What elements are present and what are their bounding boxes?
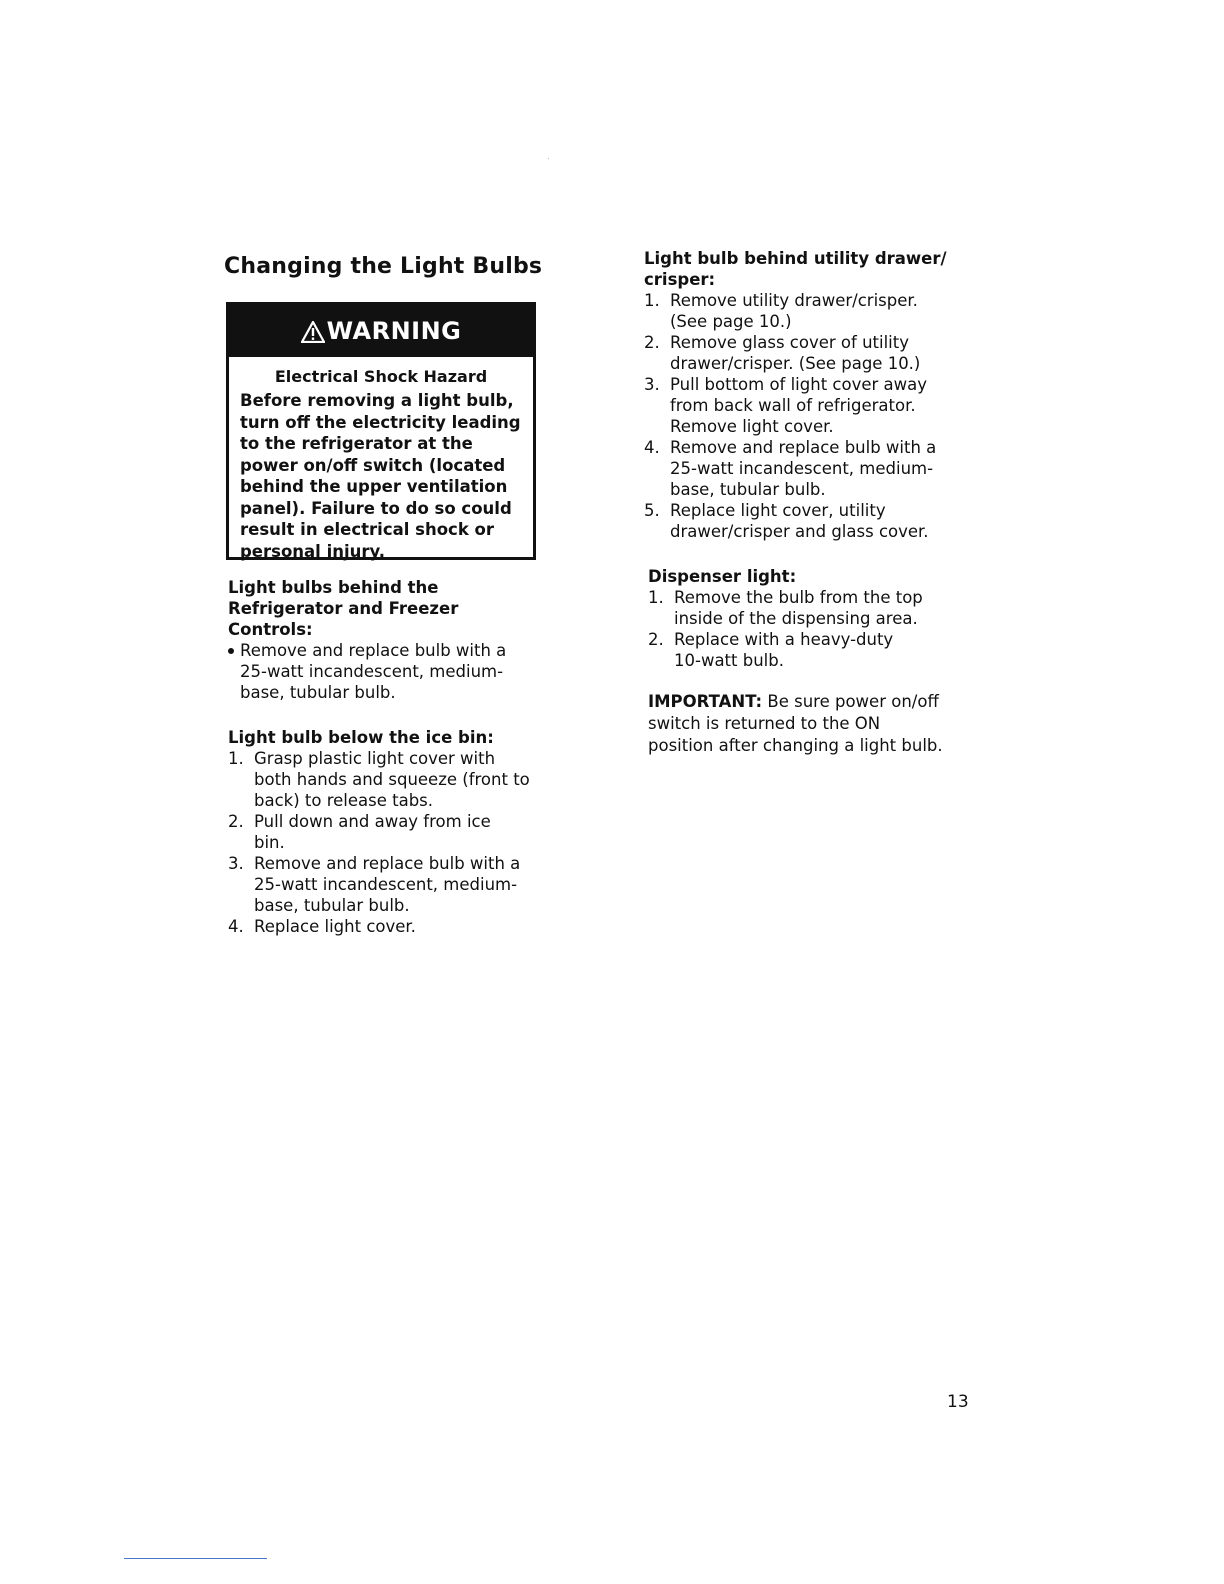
list-item: 1. Remove the bulb from the top inside of the dispensing area. bbox=[648, 588, 923, 628]
list-item: 5. Replace light cover, utility drawer/crisper and glass cover. bbox=[644, 501, 929, 541]
list-item: Remove and replace bulb with a 25-watt incandescent, medium- base, tubular bulb. bbox=[228, 640, 558, 703]
bullet-dot bbox=[228, 648, 234, 654]
controls-section bbox=[228, 577, 558, 703]
important-note: IMPORTANT: Be sure power on/off switch is returned to the ON position after changing a light bulb. bbox=[648, 692, 943, 755]
drawer-section bbox=[644, 248, 984, 542]
controls-list bbox=[228, 640, 558, 703]
drawer-list bbox=[644, 290, 984, 542]
warning-box bbox=[226, 302, 536, 560]
dispenser-section bbox=[648, 566, 988, 671]
dispenser-list bbox=[648, 587, 988, 671]
list-item: 3. Remove and replace bulb with a 25-watt incandescent, medium- base, tubular bulb. bbox=[228, 854, 521, 915]
scan-speck bbox=[548, 158, 549, 159]
page-number: 13 bbox=[947, 1392, 969, 1412]
list-item: 4. Remove and replace bulb with a 25-watt incandescent, medium- base, tubular bulb. bbox=[644, 438, 937, 499]
warning-header bbox=[229, 305, 533, 357]
list-item: 1. Grasp plastic light cover with both hands and squeeze (front to back) to release tabs. bbox=[228, 749, 530, 810]
list-item: 3. Pull bottom of light cover away from back wall of refrigerator. Remove light cover. bbox=[644, 375, 928, 436]
ice-bin-heading: Light bulb below the ice bin: bbox=[228, 728, 494, 747]
list-item: 4. Replace light cover. bbox=[228, 917, 416, 936]
important-label: IMPORTANT: bbox=[648, 692, 763, 711]
page-title: Changing the Light Bulbs bbox=[224, 254, 543, 279]
ice-bin-section bbox=[228, 727, 558, 937]
warning-label: WARNING bbox=[326, 317, 462, 345]
warning-subtitle: Electrical Shock Hazard bbox=[274, 367, 488, 386]
controls-heading: Light bulbs behind the Refrigerator and Freezer Controls: bbox=[228, 578, 459, 639]
list-item: 2. Replace with a heavy-duty 10-watt bulb. bbox=[648, 630, 894, 670]
warning-text: Before removing a light bulb, turn off the electricity leading to the refrigerator at the power on/off switch (located behind the upper ventilation panel). Failure to do so could result in electrical shock or personal injury. bbox=[240, 391, 521, 561]
footer-rule bbox=[124, 1558, 267, 1559]
list-item: 1. Remove utility drawer/crisper. (See page 10.) bbox=[644, 291, 918, 331]
list-item: 2. Remove glass cover of utility drawer/crisper. (See page 10.) bbox=[644, 333, 921, 373]
drawer-heading: Light bulb behind utility drawer/ crisper: bbox=[644, 249, 947, 289]
warning-triangle-icon bbox=[301, 321, 325, 343]
dispenser-heading: Dispenser light: bbox=[648, 567, 797, 586]
list-item: 2. Pull down and away from ice bin. bbox=[228, 812, 491, 852]
ice-bin-list bbox=[228, 748, 558, 937]
